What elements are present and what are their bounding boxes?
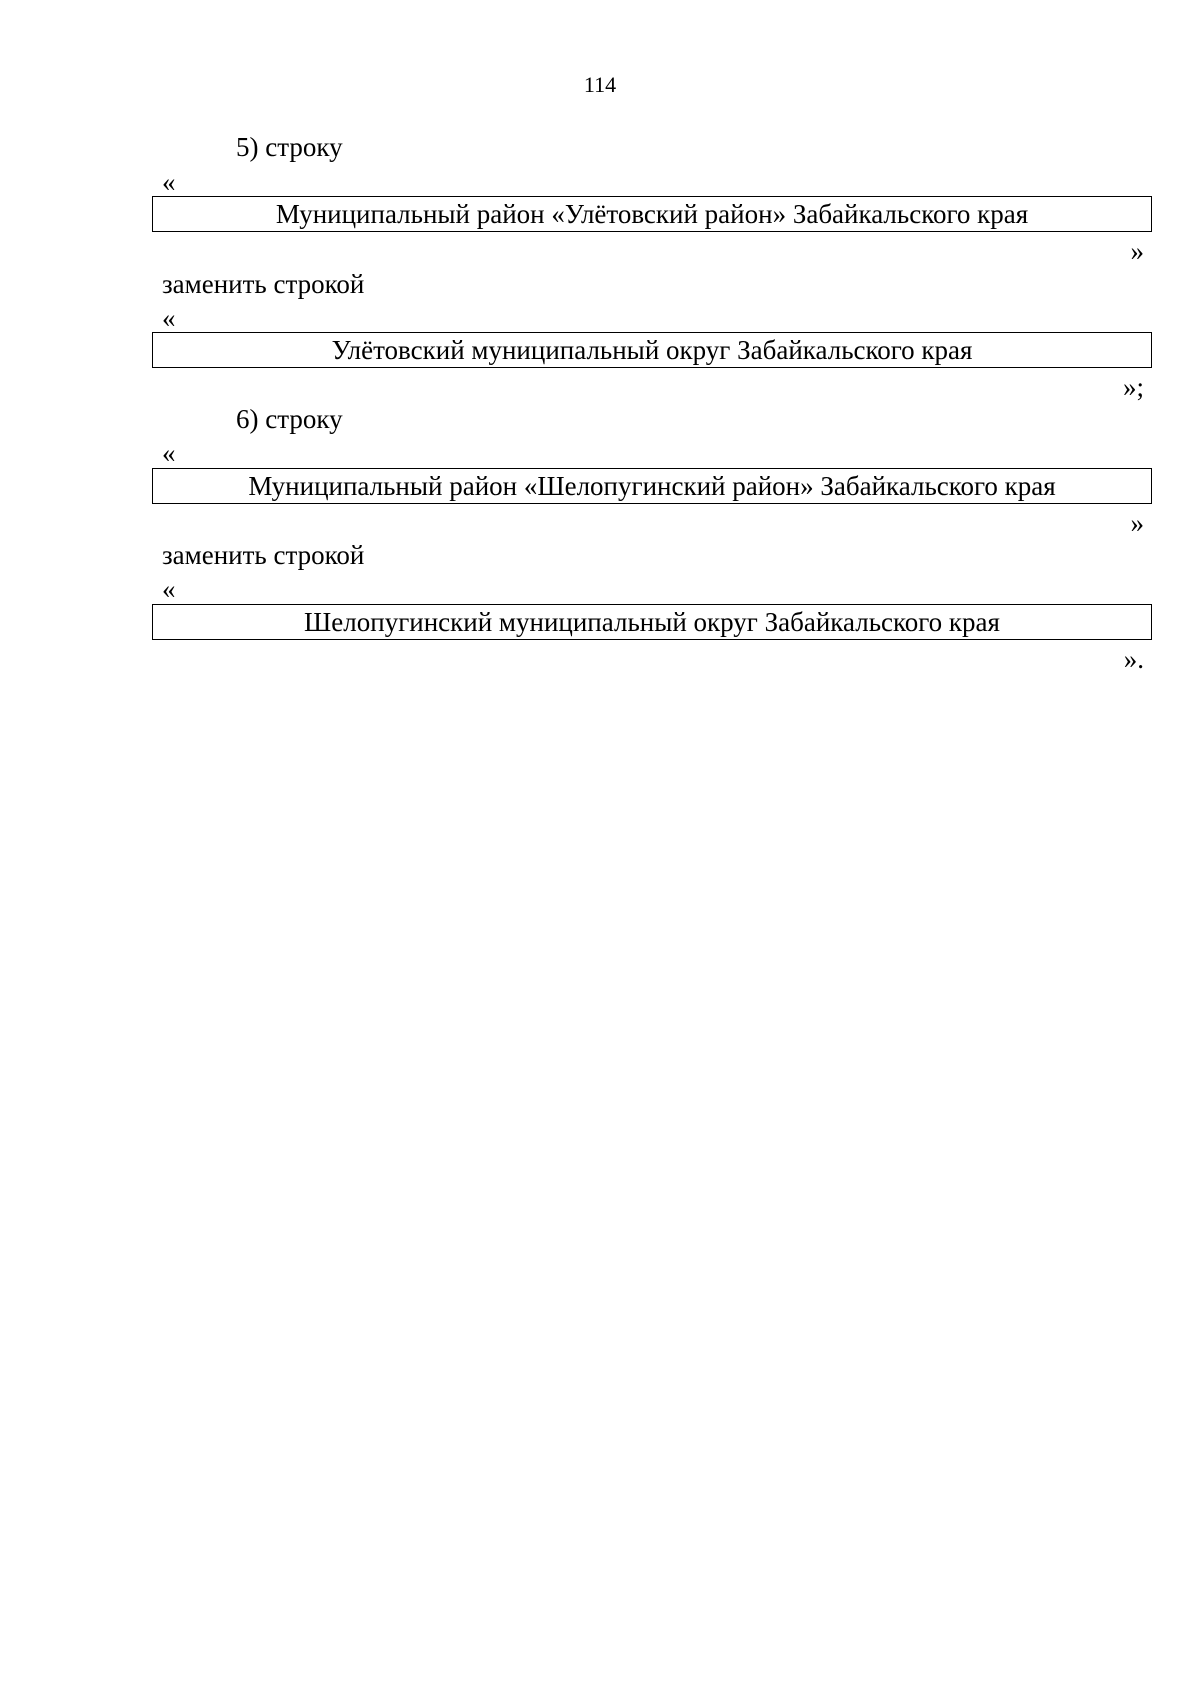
- open-quote: «: [162, 303, 176, 333]
- new-row-text: Улётовский муниципальный округ Забайкальского края: [331, 335, 973, 365]
- new-row-box: [152, 332, 1152, 368]
- amendment-item-label: 6) строку: [236, 404, 343, 434]
- close-quote: »: [1130, 236, 1144, 266]
- replace-text: заменить строкой: [162, 269, 365, 299]
- close-quote: »;: [1122, 372, 1144, 402]
- page-number: 114: [583, 72, 617, 97]
- amendment-item-label: 5) строку: [236, 132, 343, 162]
- close-quote: »: [1130, 508, 1144, 538]
- open-quote: «: [162, 167, 176, 197]
- open-quote: «: [162, 574, 176, 604]
- old-row-box: [152, 196, 1152, 232]
- open-quote: «: [162, 438, 176, 468]
- new-row-box: [152, 604, 1152, 640]
- old-row-text: Муниципальный район «Улётовский район» Забайкальского края: [275, 199, 1029, 229]
- close-quote: ».: [1123, 644, 1144, 674]
- old-row-text: Муниципальный район «Шелопугинский район» Забайкальского края: [248, 471, 1056, 501]
- old-row-box: [152, 468, 1152, 504]
- new-row-text: Шелопугинский муниципальный округ Забайкальского края: [304, 607, 1000, 637]
- replace-text: заменить строкой: [162, 540, 365, 570]
